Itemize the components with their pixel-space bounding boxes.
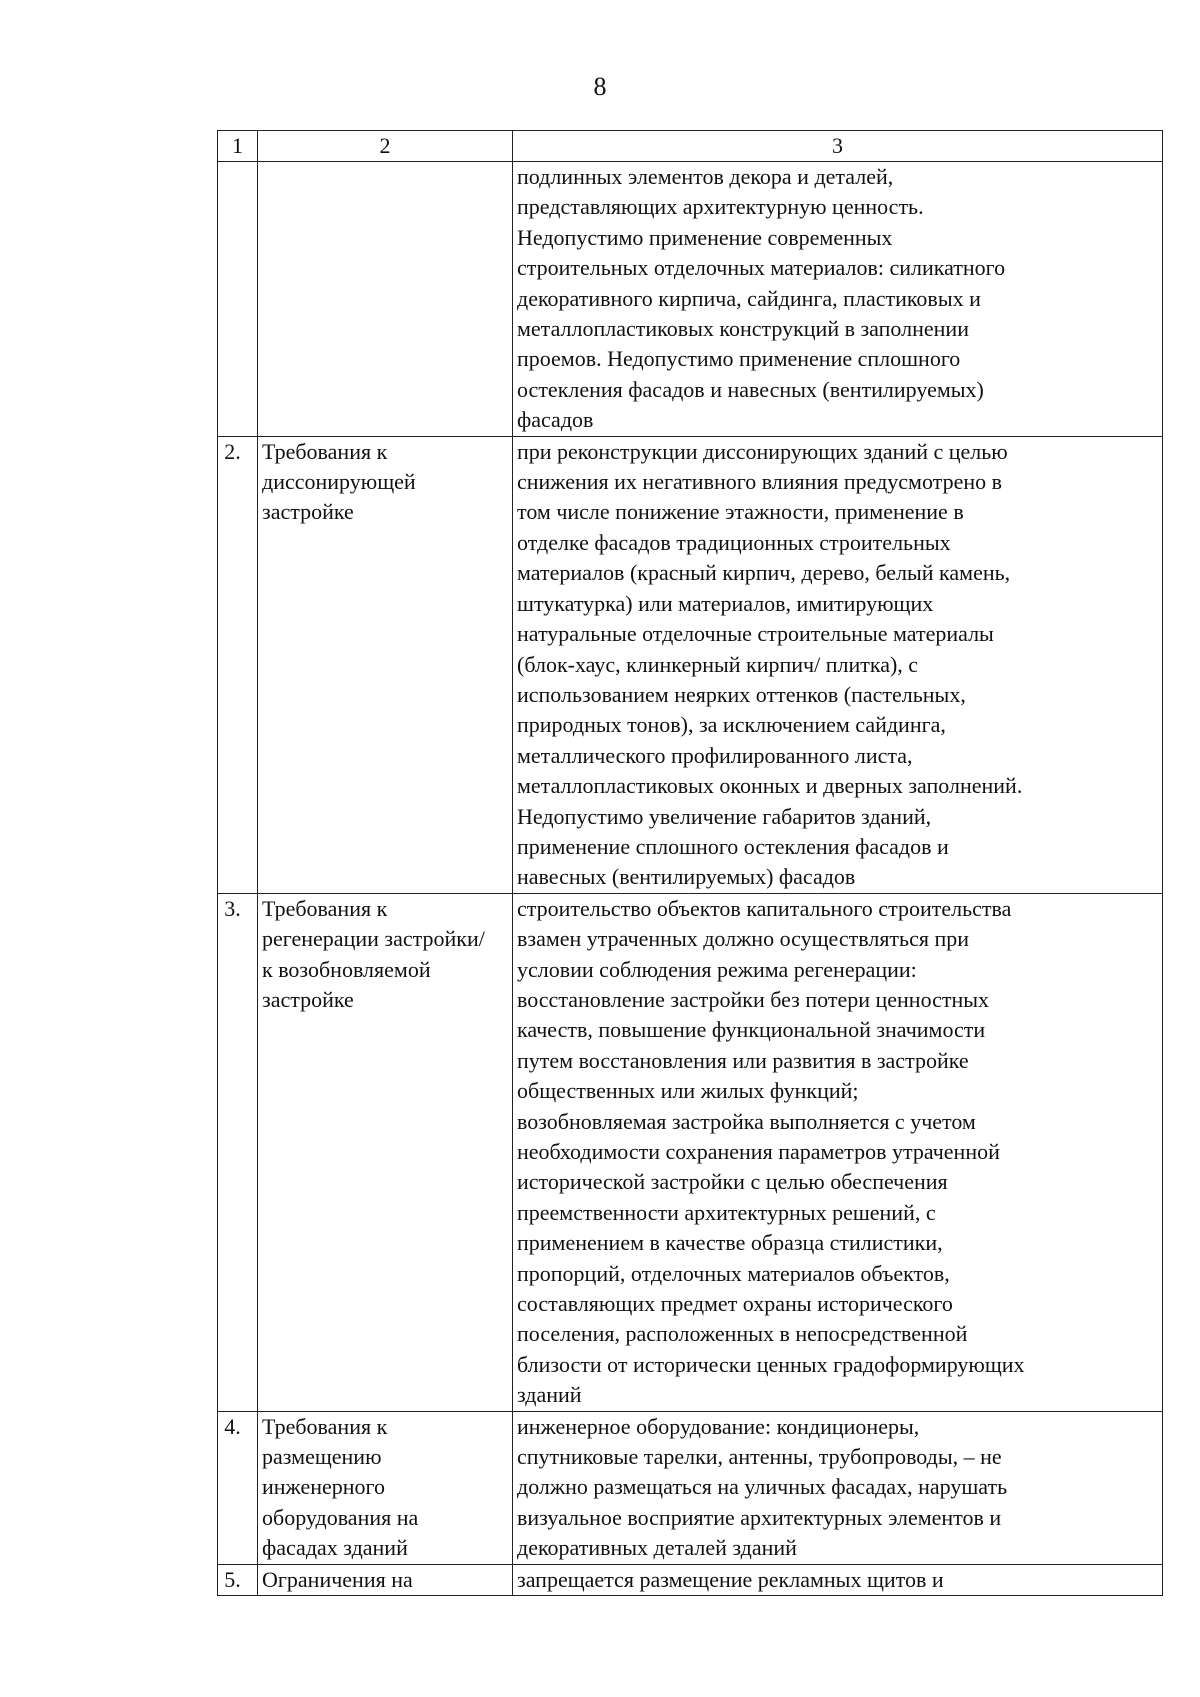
row-number: 4.	[218, 1411, 258, 1564]
row-title: Требования к диссонирующей застройке	[258, 436, 513, 893]
row-title	[258, 162, 513, 437]
row-title: Требования к регенерации застройки/ к возобновляемой застройке	[258, 893, 513, 1411]
table-row	[218, 893, 1163, 1411]
row-text: подлинных элементов декора и деталей, представляющих архитектурную ценность. Недопустимо применение современных строительных отделочных материалов: силикатного декоративного кирпича, сайдинга, пластиковых и металлопластиковых конструкций в заполнении проемов. Недопустимо применение сплошного остекления фасадов и навесных (вентилируемых) фасадов	[513, 162, 1163, 437]
requirements-table	[217, 130, 1163, 1596]
table-row	[218, 1564, 1163, 1595]
header-col-3: 3	[513, 131, 1163, 162]
page-number: 8	[593, 72, 607, 101]
row-text: при реконструкции диссонирующих зданий с целью снижения их негативного влияния предусмотрено в том числе понижение этажности, применение в отделке фасадов традиционных строительных материалов (красный кирпич, дерево, белый камень, штукатурка) или материалов, имитирующих натуральные отделочные строительные материалы (блок-хаус, клинкерный кирпич/ плитка), с использованием неярких оттенков (пастельных, природных тонов), за исключением сайдинга, металлического профилированного листа, металлопластиковых оконных и дверных заполнений. Недопустимо увеличение габаритов зданий, применение сплошного остекления фасадов и навесных (вентилируемых) фасадов	[513, 436, 1163, 893]
row-number: 3.	[218, 893, 258, 1411]
row-text: строительство объектов капитального строительства взамен утраченных должно осуществляться при условии соблюдения режима регенерации: восстановление застройки без потери ценностных качеств, повышение функциональной значимости путем восстановления или развития в застройке общественных или жилых функций; возобновляемая застройка выполняется с учетом необходимости сохранения параметров утраченной исторической застройки с целью обеспечения преемственности архитектурных решений, с применением в качестве образца стилистики, пропорций, отделочных материалов объектов, составляющих предмет охраны исторического поселения, расположенных в непосредственной близости от исторически ценных градоформирующих зданий	[513, 893, 1163, 1411]
row-title: Требования к размещению инженерного оборудования на фасадах зданий	[258, 1411, 513, 1564]
row-number: 5.	[218, 1564, 258, 1595]
row-number	[218, 162, 258, 437]
row-title: Ограничения на	[258, 1564, 513, 1595]
row-text: запрещается размещение рекламных щитов и	[513, 1564, 1163, 1595]
table-row	[218, 1411, 1163, 1564]
row-number: 2.	[218, 436, 258, 893]
table-header-row	[218, 131, 1163, 162]
table-row	[218, 162, 1163, 437]
row-text: инженерное оборудование: кондиционеры, спутниковые тарелки, антенны, трубопроводы, – не должно размещаться на уличных фасадах, нарушать визуальное восприятие архитектурных элементов и декоративных деталей зданий	[513, 1411, 1163, 1564]
table-row	[218, 436, 1163, 893]
header-col-1: 1	[218, 131, 258, 162]
header-col-2: 2	[258, 131, 513, 162]
